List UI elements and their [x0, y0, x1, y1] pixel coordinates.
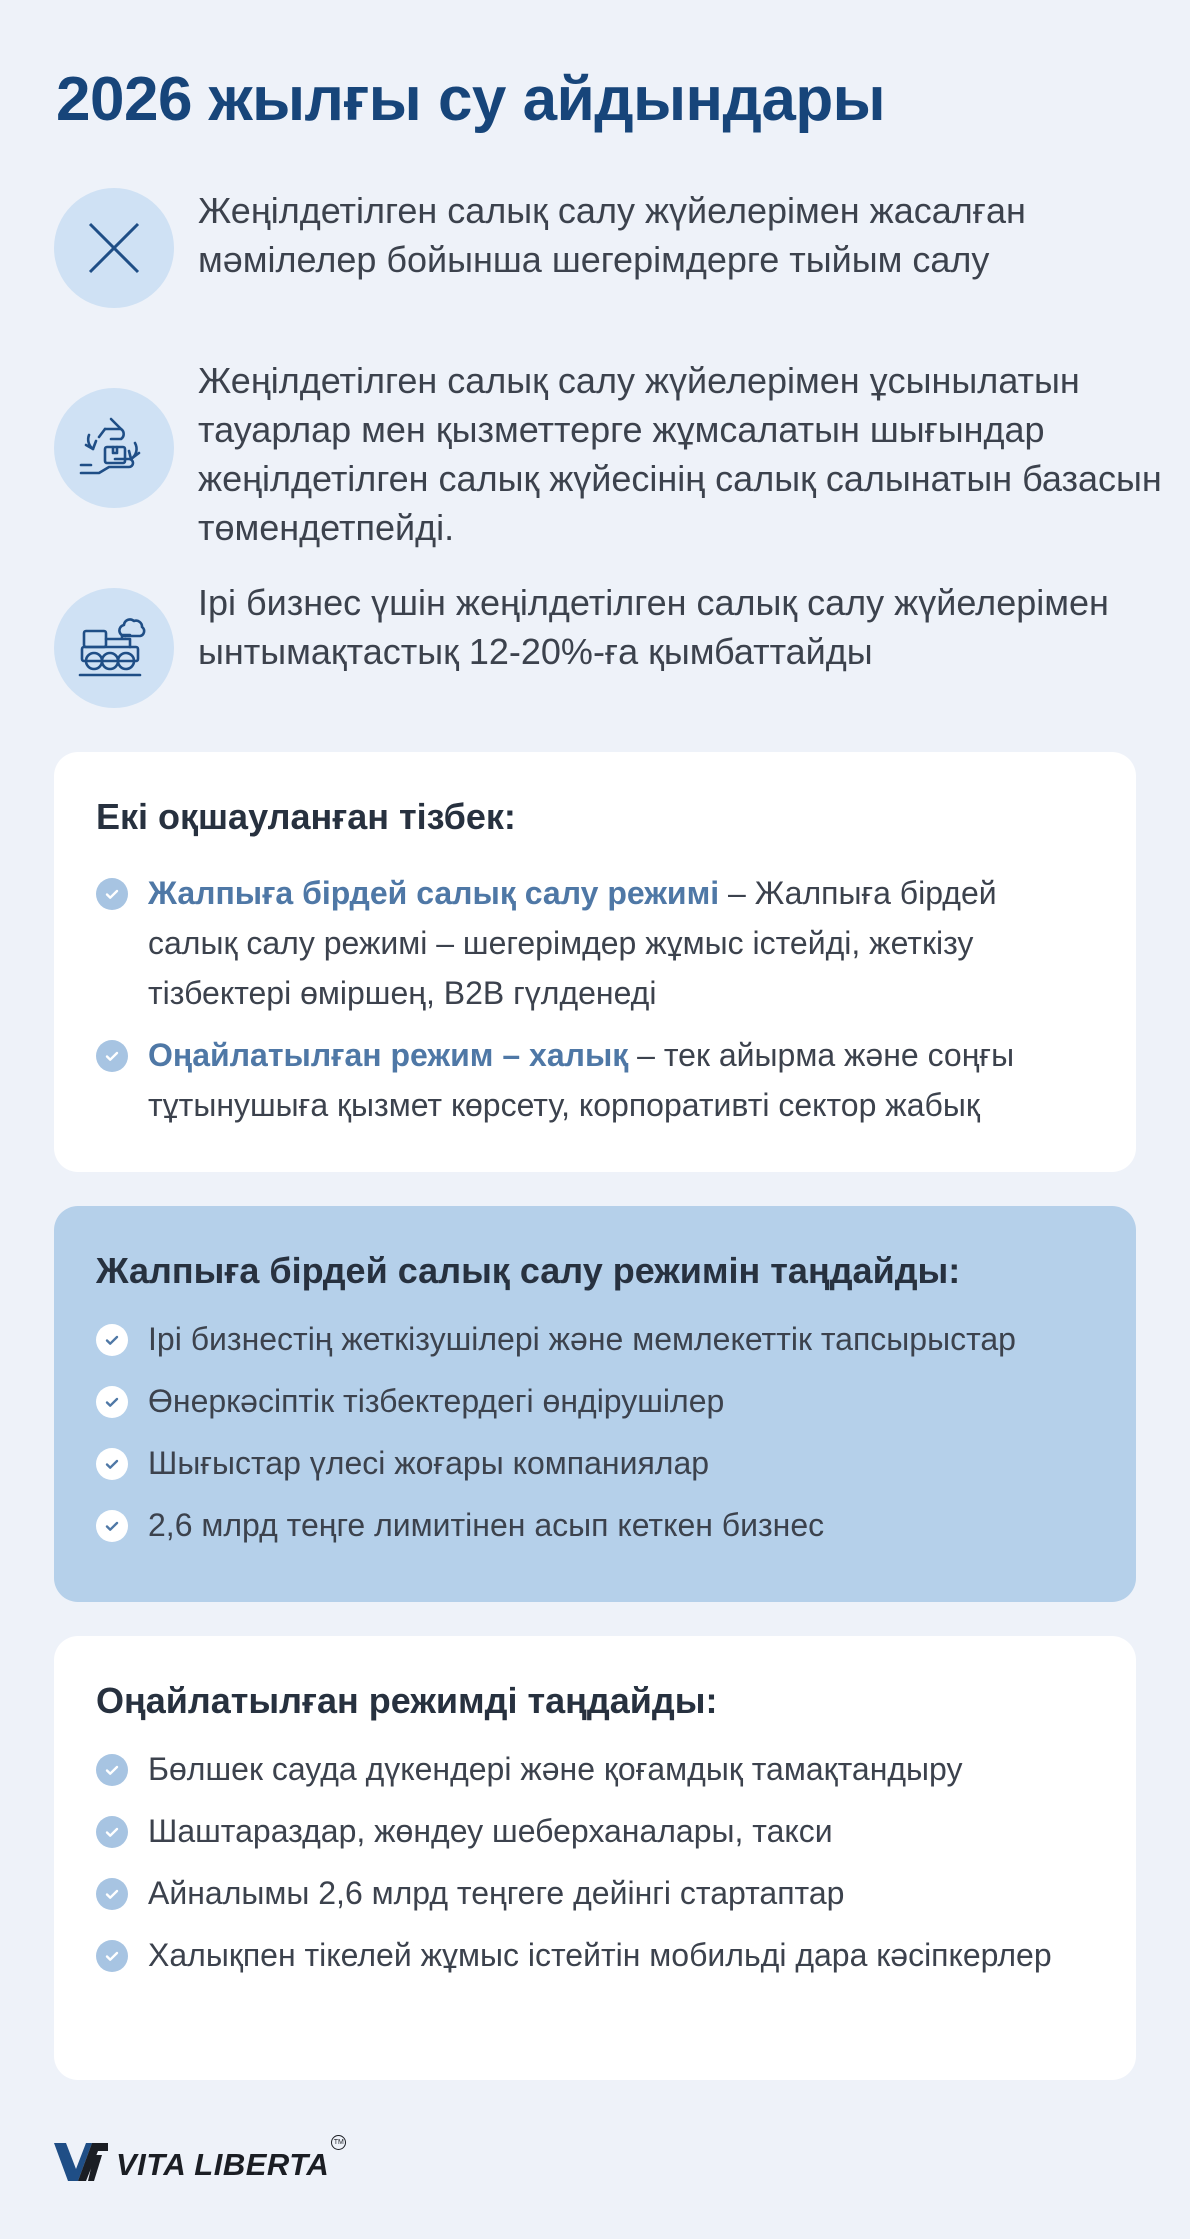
list-item	[96, 1500, 1094, 1550]
logo-text: VITA LIBERTA	[116, 2146, 330, 2182]
brand-logo	[54, 2141, 346, 2188]
checkmark-icon	[96, 1816, 128, 1848]
item-text: Халықпен тікелей жұмыс істейтін мобильді дара кәсіпкерлер	[148, 1937, 1052, 1973]
checkmark-icon	[96, 1386, 128, 1418]
checkmark-icon	[96, 1754, 128, 1786]
checkmark-icon	[96, 1040, 128, 1072]
item-text: 2,6 млрд теңге лимитінен асып кеткен бизнес	[148, 1507, 825, 1543]
item-text: Бөлшек сауда дүкендері және қоғамдық тамақтандыру	[148, 1751, 963, 1787]
checkmark-icon	[96, 1878, 128, 1910]
list-item	[96, 1806, 1094, 1856]
list-item	[96, 1376, 1094, 1426]
highlight-text: Жалпыға бірдей салық салу режимі	[148, 875, 720, 911]
item-text: Айналымы 2,6 млрд теңгеге дейінгі стартаптар	[148, 1875, 845, 1911]
chains-card	[54, 752, 1136, 1172]
hand-box-exchange-icon	[54, 388, 174, 508]
item-text: Өнеркәсіптік тізбектердегі өндірушілер	[148, 1383, 725, 1419]
list-item	[96, 1438, 1094, 1488]
checkmark-icon	[96, 1940, 128, 1972]
feature-text: Ірі бизнес үшін жеңілдетілген салық салу жүйелерімен ынтымақтастық 12-20%-ға қымбаттайды	[198, 582, 1109, 672]
checkmark-icon	[96, 1324, 128, 1356]
list-item	[96, 1030, 1094, 1130]
list-item	[96, 1314, 1094, 1364]
card-title: Екі оқшауланған тізбек:	[96, 796, 516, 837]
item-text: – тек айырма және соңғы тұтынушыға қызмет көрсету, корпоративті сектор жабық	[148, 1037, 1015, 1123]
checkmark-icon	[96, 1510, 128, 1542]
item-text: – Жалпыға бірдей салық салу режимі – шегерімдер жұмыс істейді, жеткізу тізбектері өміршең, B2B гүлденеді	[148, 875, 997, 1011]
list-item	[96, 1868, 1094, 1918]
simplified-regime-card	[54, 1636, 1136, 2080]
vita-liberta-logo-mark-icon	[54, 2141, 108, 2188]
list-item	[96, 1930, 1094, 1980]
page-title: 2026 жылғы су айдындары	[56, 65, 886, 134]
general-regime-card	[54, 1206, 1136, 1602]
feature-text: Жеңілдетілген салық салу жүйелерімен жасалған мәмілелер бойынша шегерімдерге тыйым салу	[198, 190, 1026, 280]
card-title: Жалпыға бірдей салық салу режимін таңдайды:	[96, 1250, 961, 1291]
list-item	[96, 868, 1094, 1018]
list-item	[96, 1744, 1094, 1794]
item-text: Шығыстар үлесі жоғары компаниялар	[148, 1445, 710, 1481]
factory-icon	[54, 588, 174, 708]
trademark-icon: TM	[331, 2135, 346, 2150]
item-text: Ірі бизнестің жеткізушілері және мемлекеттік тапсырыстар	[148, 1321, 1016, 1357]
checkmark-icon	[96, 878, 128, 910]
checkmark-icon	[96, 1448, 128, 1480]
feature-text: Жеңілдетілген салық салу жүйелерімен ұсынылатын тауарлар мен қызметтерге жұмсалатын шығындар жеңілдетілген салық жүйесінің салық салынатын базасын төмендетпейді.	[198, 360, 1162, 548]
card-title: Оңайлатылған режимді таңдайды:	[96, 1680, 718, 1721]
highlight-text: Оңайлатылған режим – халық	[148, 1037, 629, 1073]
item-text: Шаштараздар, жөндеу шеберханалары, такси	[148, 1813, 833, 1849]
cross-icon	[54, 188, 174, 308]
